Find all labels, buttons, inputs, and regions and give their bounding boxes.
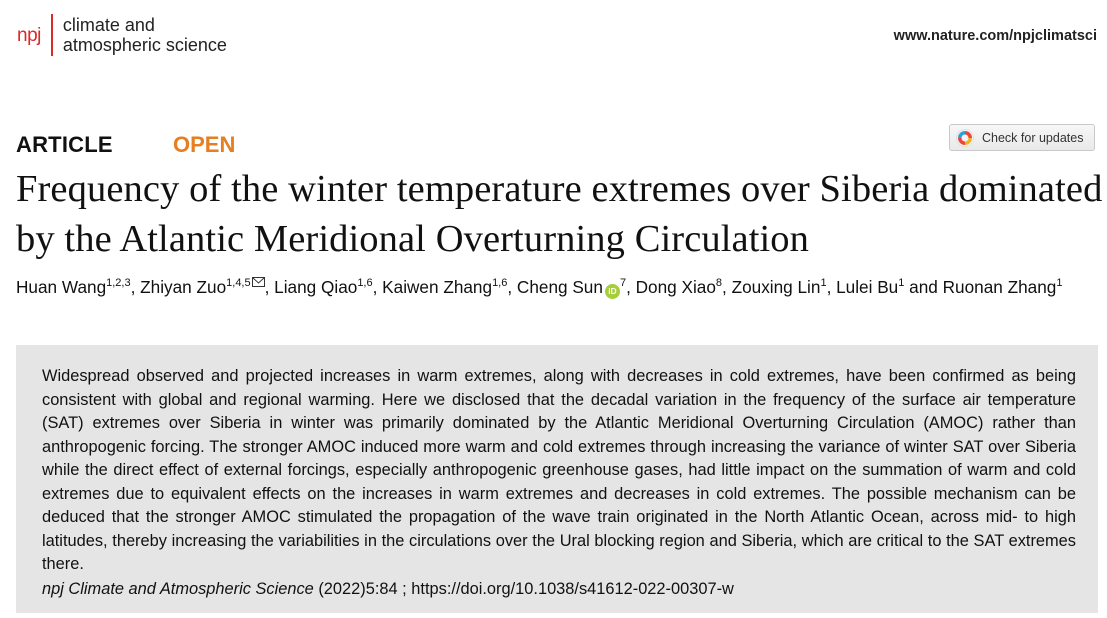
author-affiliation: 1: [820, 277, 827, 289]
npj-logo: npj: [17, 25, 41, 46]
citation-journal: npj Climate and Atmospheric Science: [42, 580, 314, 598]
author-affiliation: 1,6: [357, 277, 373, 289]
abstract-box: [16, 345, 1098, 613]
article-title: Frequency of the winter temperature extremes over Siberia dominated by the Atlantic Meridional Overturning Circulation: [16, 168, 1103, 260]
author-affiliation: 1: [1056, 277, 1063, 289]
author-affiliation: 1,2,3: [106, 277, 131, 289]
journal-name-line1: climate and: [62, 15, 155, 35]
orcid-icon[interactable]: iD: [605, 284, 620, 299]
author-name[interactable]: Zhiyan Zuo: [140, 277, 227, 297]
author-name[interactable]: Cheng Sun: [516, 277, 603, 297]
author-affiliation: 1,6: [492, 277, 508, 289]
author-name[interactable]: Liang Qiao: [274, 277, 358, 297]
author-name[interactable]: Lulei Bu: [836, 277, 899, 297]
check-for-updates-button[interactable]: [949, 124, 1095, 151]
author-name[interactable]: Zouxing Lin: [731, 277, 821, 297]
author-separator: ,: [722, 277, 732, 297]
check-updates-icon: [956, 129, 974, 147]
journal-name: [63, 15, 227, 55]
journal-name-line2: atmospheric science: [62, 35, 227, 55]
author-separator: ,: [626, 277, 636, 297]
author-affiliation: 1,4,5: [226, 277, 251, 289]
author-name[interactable]: Huan Wang: [16, 277, 107, 297]
author-name[interactable]: Ruonan Zhang: [942, 277, 1057, 297]
journal-brand[interactable]: [17, 14, 227, 56]
author-separator: and: [904, 277, 943, 297]
author-separator: ,: [264, 277, 275, 297]
citation-volume: (2022)5:84 ;: [313, 580, 412, 598]
article-type-label: ARTICLE: [16, 132, 113, 157]
author-list: [16, 276, 1091, 299]
author-affiliation: 8: [715, 277, 723, 289]
check-updates-label: Check for updates: [982, 130, 1084, 145]
author-separator: ,: [507, 277, 517, 297]
author-affiliation: 1: [898, 277, 905, 289]
journal-url-link[interactable]: www.nature.com/npjclimatsci: [893, 28, 1097, 44]
author-separator: ,: [826, 277, 837, 297]
author-name[interactable]: Dong Xiao: [635, 277, 716, 297]
author-affiliation: 7: [619, 277, 627, 289]
abstract-text: Widespread observed and projected increases in warm extremes, along with decreases in cold extremes, have been confirmed as being consistent with global and regional warming. Here we disclosed that the decadal variation in the frequency of the surface air temperature (SAT) extremes over Siberia in winter was primarily dominated by the Atlantic Meridional Overturning Circulation (AMOC) rather than anthropogenic forcing. The stronger AMOC induced more warm and cold extremes through increasing the variance of winter SAT over Siberia while the direct effect of external forcings, especially anthropogenic greenhouse gases, had little impact on the summation of warm and cold extremes due to equivalent effects on the increases in warm extremes and decreases in cold extremes. The possible mechanism can be deduced that the stronger AMOC stimulated the propagation of the wave train originated in the North Atlantic Ocean, across mid- to high latitudes, thereby increasing the variabilities in the circulations over the Ural blocking region and Siberia, which are critical to the SAT extremes there.: [42, 367, 1076, 573]
doi-link[interactable]: https://doi.org/10.1038/s41612-022-00307-w: [411, 580, 734, 598]
open-access-label: OPEN: [173, 132, 236, 157]
author-separator: ,: [372, 277, 383, 297]
brand-divider: [51, 14, 53, 56]
author-separator: ,: [130, 277, 141, 297]
author-name[interactable]: Kaiwen Zhang: [382, 277, 493, 297]
email-icon[interactable]: [252, 277, 265, 287]
citation: [42, 580, 734, 599]
